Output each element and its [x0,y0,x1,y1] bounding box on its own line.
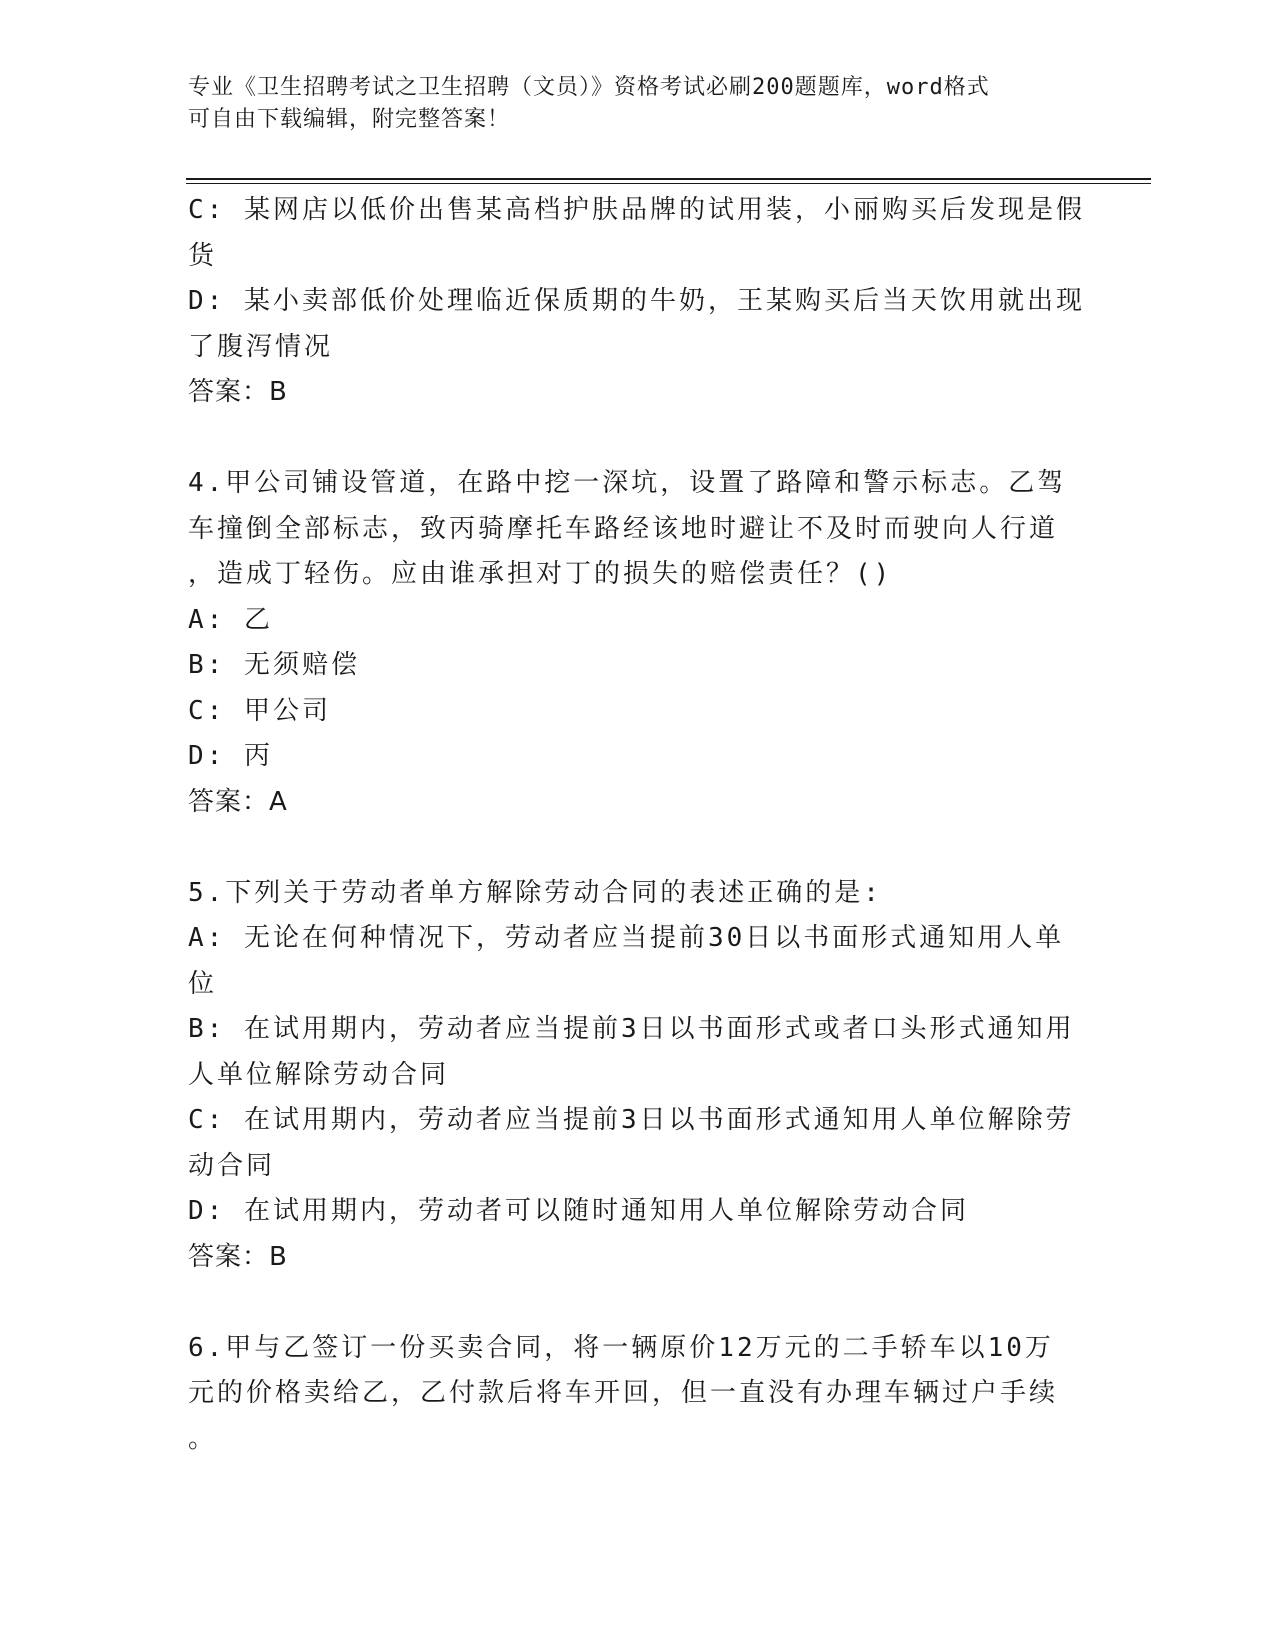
spacer [188,1280,1088,1326]
q5-option-c-line-1: C: 在试用期内，劳动者应当提前3日以书面形式通知用人单位解除劳 [188,1105,1075,1135]
spacer [188,416,1088,462]
q4-option-c: C: 甲公司 [188,695,331,726]
q6-stem-line-2: 元的价格卖给乙，乙付款后将车开回，但一直没有办理车辆过户手续 [188,1378,1059,1408]
q5-stem: 5.下列关于劳动者单方解除劳动合同的表述正确的是: [188,877,882,908]
q5-option-c-line-2: 动合同 [188,1150,276,1181]
q4-stem-line-2: 车撞倒全部标志，致丙骑摩托车路经该地时避让不及时而驶向人行道 [188,513,1059,544]
header-title-line-2: 可自由下载编辑，附完整答案！ [188,107,511,132]
question-3-continued [188,188,1088,416]
q4-option-d: D: 丙 [188,741,273,771]
q5-option-b-line-1: B: 在试用期内，劳动者应当提前3日以书面形式或者口头形式通知用 [188,1014,1075,1044]
q3-answer: 答案：B [188,377,288,407]
header-divider-thin [186,183,1151,184]
q5-option-d: D: 在试用期内，劳动者可以随时通知用人单位解除劳动合同 [188,1196,969,1226]
q5-answer: 答案：B [188,1241,288,1272]
q4-stem-line-1: 4.甲公司铺设管道，在路中挖一深坑，设置了路障和警示标志。乙驾 [188,468,1067,498]
spacer [188,825,1088,871]
q5-option-a-line-2: 位 [188,968,218,999]
q6-stem-line-1: 6.甲与乙签订一份买卖合同，将一辆原价12万元的二手轿车以10万 [188,1332,1054,1363]
q3-option-c-line-1: C: 某网店以低价出售某高档护肤品牌的试用装，小丽购买后发现是假 [188,195,1085,225]
document-page [188,0,1148,1650]
q4-option-b: B: 无须赔偿 [188,650,360,680]
q5-option-a-line-1: A: 无论在何种情况下，劳动者应当提前30日以书面形式通知用人单 [188,923,1065,953]
q3-option-d-line-1: D: 某小卖部低价处理临近保质期的牛奶，王某购买后当天饮用就出现 [188,286,1085,316]
q4-option-a: A: 乙 [188,604,273,635]
q3-option-c-line-2: 货 [188,240,218,271]
q3-option-d-line-2: 了腹泻情况 [188,331,334,362]
question-5 [188,871,1088,1281]
q4-stem-line-3: ，造成丁轻伤。应由谁承担对丁的损失的赔偿责任？() [188,559,893,589]
question-4 [188,461,1088,825]
document-header [188,72,1068,136]
q4-answer: 答案：A [188,786,288,817]
document-body [188,188,1088,1462]
header-title-line-1: 专业《卫生招聘考试之卫生招聘（文员）》资格考试必刷200题题库，word格式 [188,75,990,100]
q5-option-b-line-2: 人单位解除劳动合同 [188,1059,450,1090]
q6-stem-line-3: 。 [188,1423,218,1454]
question-6 [188,1326,1088,1463]
header-divider-thick [186,178,1151,180]
